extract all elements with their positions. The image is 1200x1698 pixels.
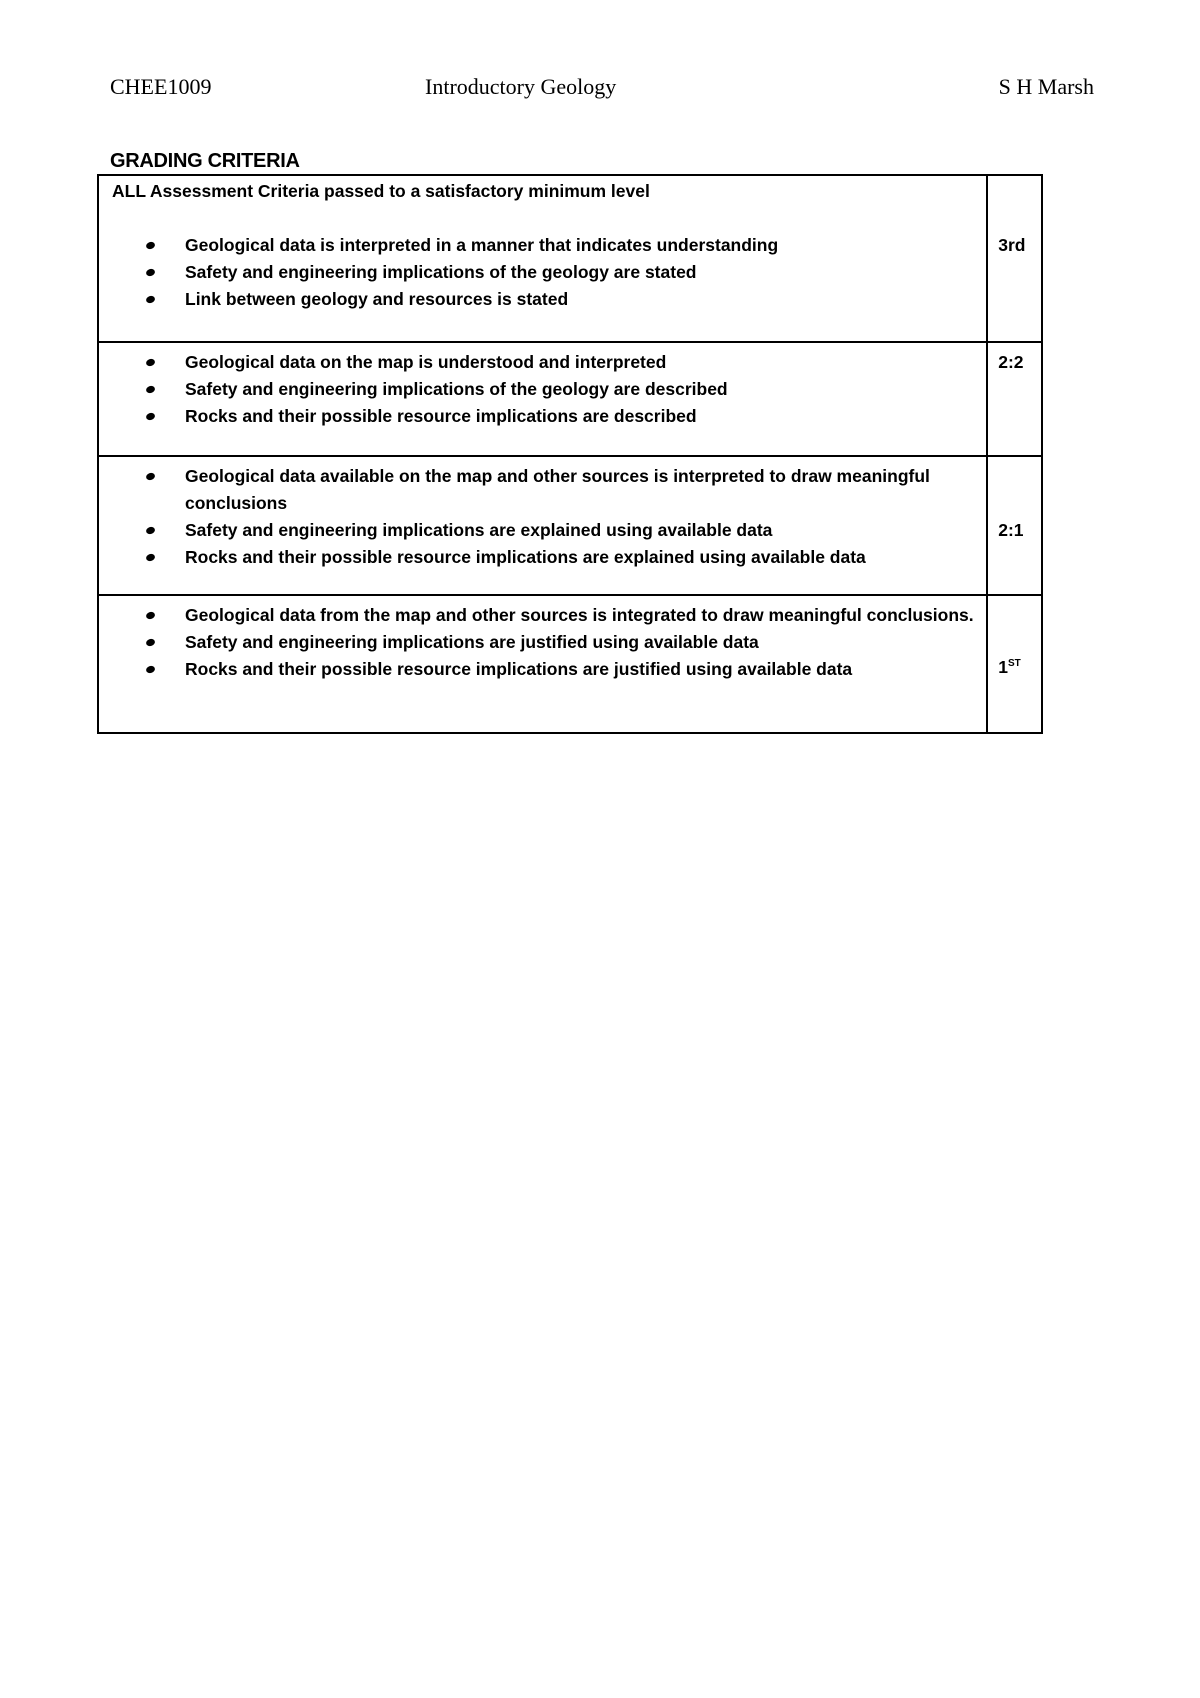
criteria-list	[112, 349, 978, 430]
bullet-icon	[145, 412, 156, 422]
criteria-description-cell	[98, 456, 987, 595]
criteria-item: Rocks and their possible resource implications are explained using available data	[112, 544, 978, 571]
grade-cell	[987, 595, 1042, 733]
criteria-description-cell	[98, 175, 987, 342]
criteria-item: Geological data from the map and other sources is integrated to draw meaningful conclusions.	[112, 602, 978, 629]
criteria-item: Rocks and their possible resource implications are described	[112, 403, 978, 430]
criteria-item: Rocks and their possible resource implications are justified using available data	[112, 656, 978, 683]
criteria-row-two-one	[98, 456, 1042, 595]
grade-label: 3rd	[998, 235, 1026, 255]
criteria-item: Geological data is interpreted in a manner that indicates understanding	[112, 232, 978, 259]
author-name: S H Marsh	[998, 74, 1094, 99]
criteria-item: Geological data on the map is understood and interpreted	[112, 349, 978, 376]
grade-cell	[987, 456, 1042, 595]
bullet-icon	[145, 611, 156, 621]
criteria-description-cell	[98, 342, 987, 456]
grade-cell	[987, 342, 1042, 456]
bullet-icon	[145, 472, 156, 482]
course-title: Introductory Geology	[425, 74, 617, 99]
grade-label: 2:1	[998, 520, 1024, 540]
bullet-icon	[145, 638, 156, 648]
grade-cell	[987, 175, 1042, 342]
bullet-icon	[145, 526, 156, 536]
criteria-item: Safety and engineering implications of the geology are described	[112, 376, 978, 403]
bullet-icon	[145, 553, 156, 563]
criteria-row-third	[98, 175, 1042, 342]
criteria-item: Safety and engineering implications are justified using available data	[112, 629, 978, 656]
section-heading: GRADING CRITERIA	[110, 150, 300, 172]
bullet-icon	[145, 385, 156, 395]
bullet-icon	[145, 295, 156, 305]
criteria-item: Link between geology and resources is stated	[112, 286, 978, 313]
criteria-list	[112, 463, 978, 571]
grading-criteria-table	[97, 174, 1043, 734]
criteria-item: Safety and engineering implications of the geology are stated	[112, 259, 978, 286]
grade-label: 2:2	[998, 352, 1024, 372]
criteria-intro: ALL Assessment Criteria passed to a satisfactory minimum level	[112, 181, 650, 201]
page-header	[110, 72, 1094, 102]
criteria-description-cell	[98, 595, 987, 733]
bullet-icon	[145, 268, 156, 278]
bullet-icon	[145, 665, 156, 675]
course-code: CHEE1009	[110, 74, 212, 99]
bullet-icon	[145, 241, 156, 251]
criteria-list	[112, 232, 978, 313]
criteria-list	[112, 602, 978, 683]
grade-superscript: ST	[1007, 658, 1021, 670]
criteria-item: Geological data available on the map and other sources is interpreted to draw meaningful conclusions	[112, 463, 978, 517]
criteria-row-first	[98, 595, 1042, 733]
criteria-item: Safety and engineering implications are explained using available data	[112, 517, 978, 544]
grade-label: 1	[998, 657, 1008, 677]
criteria-row-two-two	[98, 342, 1042, 456]
bullet-icon	[145, 358, 156, 368]
